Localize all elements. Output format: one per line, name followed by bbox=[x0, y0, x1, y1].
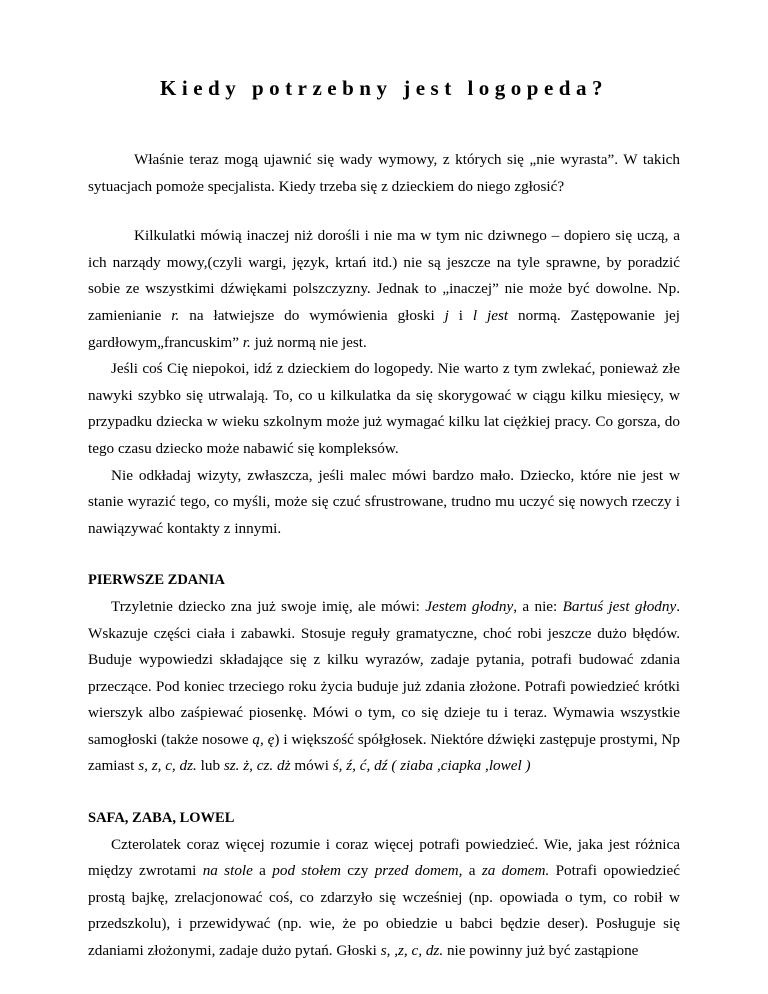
italic-term: ś, ź, ć, dź ( ziaba ,ciapka ,lowel ) bbox=[332, 757, 531, 775]
italic-term: r. bbox=[242, 333, 251, 351]
text-run: Trzyletnie dziecko zna już swoje imię, ale mówi: bbox=[111, 597, 426, 615]
spacer bbox=[88, 542, 680, 567]
text-run: na łatwiejsze do wymówienia głoski bbox=[179, 306, 445, 324]
text-run: Kilkulatki mówią inaczej niż dorośli i nie ma w tym nic dziwnego – dopiero się uczą, a ich narządy mowy,(czyli wargi, język, krtań itd.) nie są jeszcze na tyle sprawne, by poradzić sobie ze wszystkimi dźwiękami polszczyzny. Jednak to „inaczej” nie może być dowolne. Np. zamienianie bbox=[88, 227, 680, 324]
paragraph-do-not-delay: Nie odkładaj wizyty, zwłaszcza, jeśli malec mówi bardzo mało. Dziecko, które nie jest w stanie wyrazić tego, co myśli, może się czuć sfrustrowane, trudno mu uczyć się nowych rzeczy i nawiązywać kontakty z innymi. bbox=[88, 466, 680, 537]
italic-term: sz. ż, cz. dż bbox=[223, 757, 291, 775]
italic-term: s, ,z, c, dz. bbox=[380, 942, 444, 960]
paragraph-four-year-old bbox=[88, 832, 680, 965]
page-title: Kiedy potrzebny jest logopeda? bbox=[160, 76, 608, 100]
text-run: , a nie: bbox=[513, 597, 563, 615]
italic-example: przed domem, bbox=[374, 862, 463, 880]
intro-paragraph: Właśnie teraz mogą ujawnić się wady wymowy, z których się „nie wyrasta”. W takich sytuacjach pomoże specjalista. Kiedy trzeba się z dzieckiem do niego zgłosić? bbox=[88, 151, 680, 195]
italic-example: na stole bbox=[202, 862, 253, 880]
text-run: Czterolatek coraz więcej rozumie i coraz więcej potrafi powiedzieć. Wie, jaka jest różnica między zwrotami bbox=[88, 835, 680, 880]
paragraph-three-year-old bbox=[88, 594, 680, 780]
italic-term: l jest bbox=[472, 306, 509, 324]
text-run: ) i większość spółgłosek. Niektóre dźwięki zastępuje prostymi, Np zamiast bbox=[88, 730, 680, 775]
text-run: mówi bbox=[290, 757, 333, 775]
italic-term: r. bbox=[171, 306, 180, 324]
text-run: lub bbox=[196, 757, 224, 775]
text-run: a bbox=[252, 862, 273, 880]
spacer bbox=[88, 780, 680, 805]
text-run: . Wskazuje części ciała i zabawki. Stosuje reguły gramatyczne, choć robi jeszcze dużo błędów. Buduje wypowiedzi składające się z kilku wyrazów, zadaje pytania, potrafi budować zdania przeczące. Pod koniec trzeciego roku życia buduje już zdania złożone. Potrafi powiedzieć krótki wierszyk albo zaśpiewać piosenkę. Mówi o tym, co się dzieje tu i teraz. Wymawia wszystkie samogłoski (także nosowe bbox=[88, 597, 681, 748]
text-run: i bbox=[448, 306, 473, 324]
italic-example: za domem. bbox=[481, 862, 550, 880]
text-run: czy bbox=[341, 862, 375, 880]
italic-example: Jestem głodny bbox=[425, 597, 514, 615]
paragraph-speech-norms bbox=[88, 223, 680, 356]
text-run: normą. Zastępowanie jej gardłowym„francuskim” bbox=[88, 306, 680, 351]
text-run: już normą nie jest. bbox=[250, 333, 367, 351]
text-run: Potrafi opowiedzieć prostą bajkę, zrelacjonować coś, co zdarzyło się wcześniej (np. opowiada o tym, co robił w przedszkolu), i przewidywać (np. wie, że po obiedzie u babci będzie deser). Posługuje się zdaniami złożonymi, zadaje dużo pytań. Głoski bbox=[88, 862, 681, 960]
text-run: nie powinny już być zastąpione bbox=[443, 942, 639, 960]
section-heading-safa-zaba-lowel: SAFA, ZABA, LOWEL bbox=[88, 810, 235, 827]
section-heading-first-sentences: PIERWSZE ZDANIA bbox=[88, 572, 225, 589]
italic-term: s, z, c, dz. bbox=[138, 757, 197, 775]
paragraph-see-specialist: Jeśli coś Cię niepokoi, idź z dzieckiem do logopedy. Nie warto z tym zwlekać, ponieważ złe nawyki szybko się utrwalają. To, co u kilkulatka da się skorygować w ciągu kilku miesięcy, w przypadku dziecka w wieku szkolnym może już wymagać kilku lat ciężkiej pracy. Co gorsza, do tego czasu dziecko może nabawić się kompleksów. bbox=[88, 360, 680, 457]
italic-term: j bbox=[444, 306, 449, 324]
text-run: a bbox=[462, 862, 482, 880]
document-body bbox=[88, 147, 680, 965]
italic-example: Bartuś jest głodny bbox=[562, 597, 677, 615]
italic-example: pod stołem bbox=[272, 862, 341, 880]
italic-term: ą, ę bbox=[252, 730, 275, 748]
